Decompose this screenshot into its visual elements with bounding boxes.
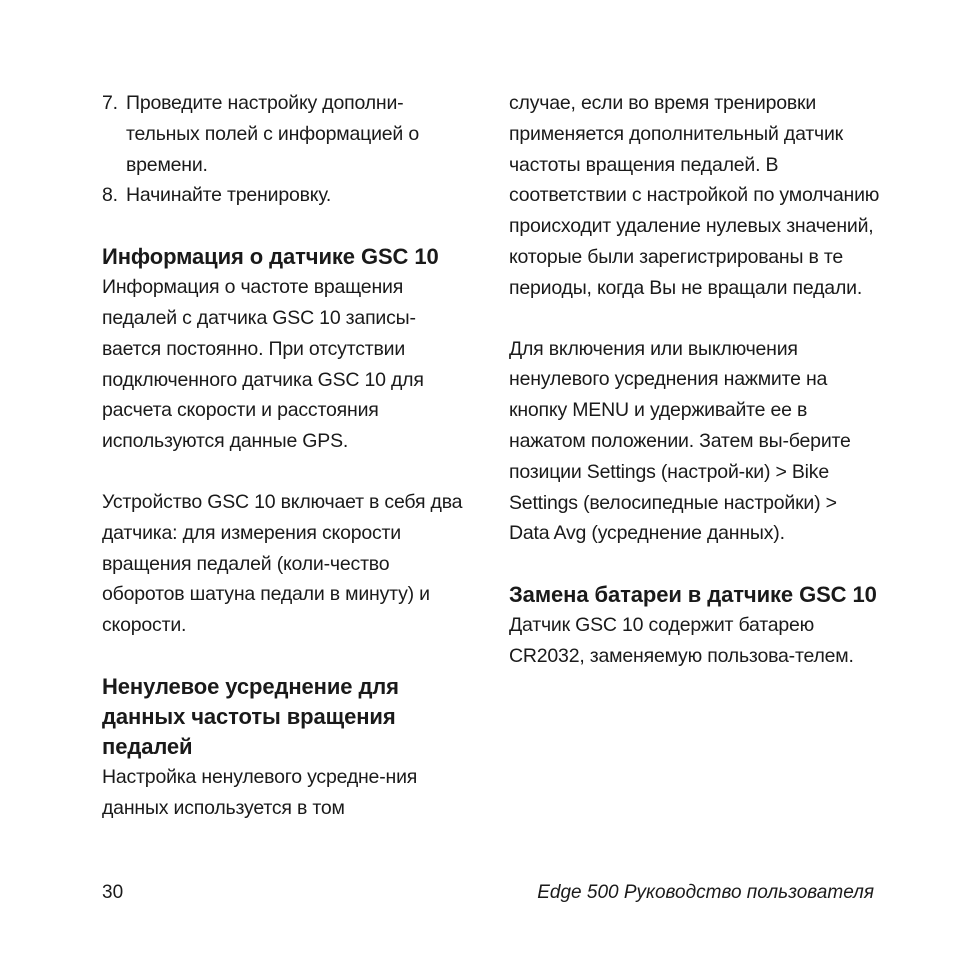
- page-number: 30: [102, 882, 124, 903]
- list-item: [102, 88, 474, 180]
- step-text: Проведите настройку дополни-тельных полей с информацией о времени.: [126, 92, 419, 176]
- list-item: [102, 180, 474, 211]
- left-column: [102, 88, 474, 824]
- battery-heading: Замена батареи в датчике GSC 10: [509, 582, 877, 608]
- step-text: Начинайте тренировку.: [126, 184, 332, 207]
- nonzero-paragraph-continued: случае, если во время тренировки применяется дополнительный датчик частоты вращения педалей. В соответствии с настройкой по умолчанию происходит удаление нулевых значений, которые были зарегистрированы в те периоды, когда Вы не вращали педали.: [509, 92, 880, 299]
- gsc-info-paragraph-1: Информация о частоте вращения педалей с датчика GSC 10 записы-вается постоянно. При отсутствии подключенного датчика GSC 10 для расчета скорости и расстояния используются данные GPS.: [102, 276, 424, 453]
- battery-paragraph: Датчик GSC 10 содержит батарею CR2032, заменяемую пользова-телем.: [509, 614, 854, 667]
- nonzero-toggle-paragraph: Для включения или выключения ненулевого усреднения нажмите на кнопку MENU и удерживайте ее в нажатом положении. Затем вы-берите позиции Settings (настрой-ки) > Bike Settings (велосипедные настройки) > Data Avg (усреднение данных).: [509, 337, 851, 545]
- nonzero-paragraph-start: Настройка ненулевого усредне-ния данных используется в том: [102, 765, 418, 819]
- document-title: Edge 500 Руководство пользователя: [537, 882, 874, 903]
- step-number: 8.: [102, 184, 118, 207]
- gsc-info-paragraph-2: Устройство GSC 10 включает в себя два датчика: для измерения скорости вращения педалей (коли-чество оборотов шатуна педали в минуту) и скорости.: [102, 490, 463, 637]
- gsc-info-heading: Информация о датчике GSC 10: [102, 244, 439, 270]
- step-number: 7.: [102, 92, 118, 114]
- steps-list: [102, 88, 474, 211]
- nonzero-heading: Ненулевое усреднение для данных частоты вращения педалей: [102, 673, 399, 759]
- right-column: [509, 88, 881, 672]
